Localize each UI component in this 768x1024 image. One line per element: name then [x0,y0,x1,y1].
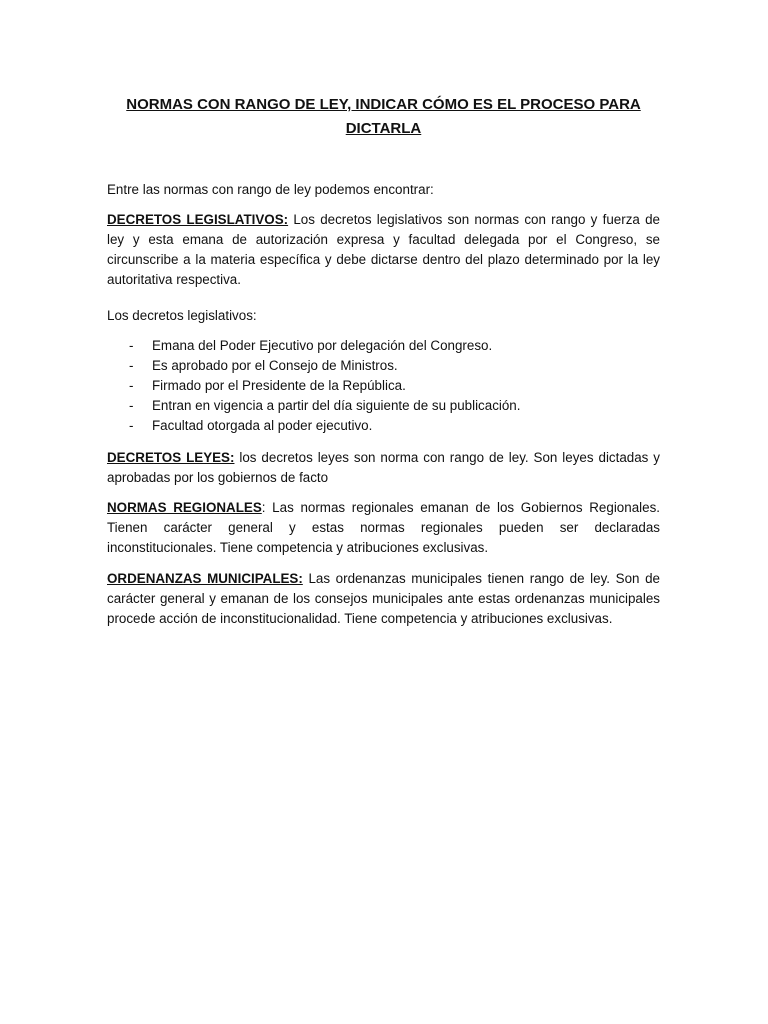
bullet-dash: - [129,338,134,353]
decretos-legislativos-paragraph [107,210,660,290]
bullet-dash: - [129,398,134,413]
bullet-text: Entran en vigencia a partir del día siguiente de su publicación. [152,398,521,413]
list-item [107,336,660,356]
bullet-text: Emana del Poder Ejecutivo por delegación del Congreso. [152,338,493,353]
list-item [107,356,660,376]
list-item [107,416,660,436]
los-decretos-intro: Los decretos legislativos: [107,308,257,323]
bullet-dash: - [129,358,134,373]
decretos-leyes-paragraph [107,448,660,488]
normas-regionales-term: NORMAS REGIONALES [107,500,262,515]
ordenanzas-municipales-term: ORDENANZAS MUNICIPALES: [107,571,303,586]
list-item [107,396,660,416]
list-item [107,376,660,396]
decretos-leyes-term: DECRETOS LEYES: [107,450,235,465]
document-title-line-2: DICTARLA [345,120,422,137]
decretos-legislativos-text: Los decretos legislativos son normas con rango y fuerza de ley y esta emana de autorización expresa y facultad delegada por el Congreso, se circunscribe a la materia específica y debe dictarse dentro del plazo determinado por la ley autoritativa respectiva. [107,212,660,287]
bullet-text: Es aprobado por el Consejo de Ministros. [152,358,398,373]
bullet-dash: - [129,418,134,433]
normas-regionales-paragraph [107,498,660,558]
ordenanzas-municipales-paragraph [107,569,660,629]
intro-paragraph: Entre las normas con rango de ley podemos encontrar: [107,182,434,197]
decretos-legislativos-term: DECRETOS LEGISLATIVOS: [107,212,289,227]
bullet-text: Facultad otorgada al poder ejecutivo. [152,418,373,433]
ordenanzas-municipales-text: Las ordenanzas municipales tienen rango de ley. Son de carácter general y emanan de los consejos municipales ante estas ordenanzas municipales procede acción de inconstitucionalidad. Tiene competencia y atribuciones exclusivas. [107,571,660,626]
bullet-dash: - [129,378,134,393]
decretos-leyes-text: los decretos leyes son norma con rango de ley. Son leyes dictadas y aprobadas por los gobiernos de facto [107,450,660,485]
decretos-bullet-list [107,336,660,436]
document-title [107,93,660,141]
bullet-text: Firmado por el Presidente de la República. [152,378,406,393]
normas-regionales-text: : Las normas regionales emanan de los Gobiernos Regionales. Tienen carácter general y estas normas regionales pueden ser declaradas inconstitucionales. Tiene competencia y atribuciones exclusivas. [107,500,660,555]
document-title-line-1: NORMAS CON RANGO DE LEY, INDICAR CÓMO ES EL PROCESO PARA [126,96,641,113]
